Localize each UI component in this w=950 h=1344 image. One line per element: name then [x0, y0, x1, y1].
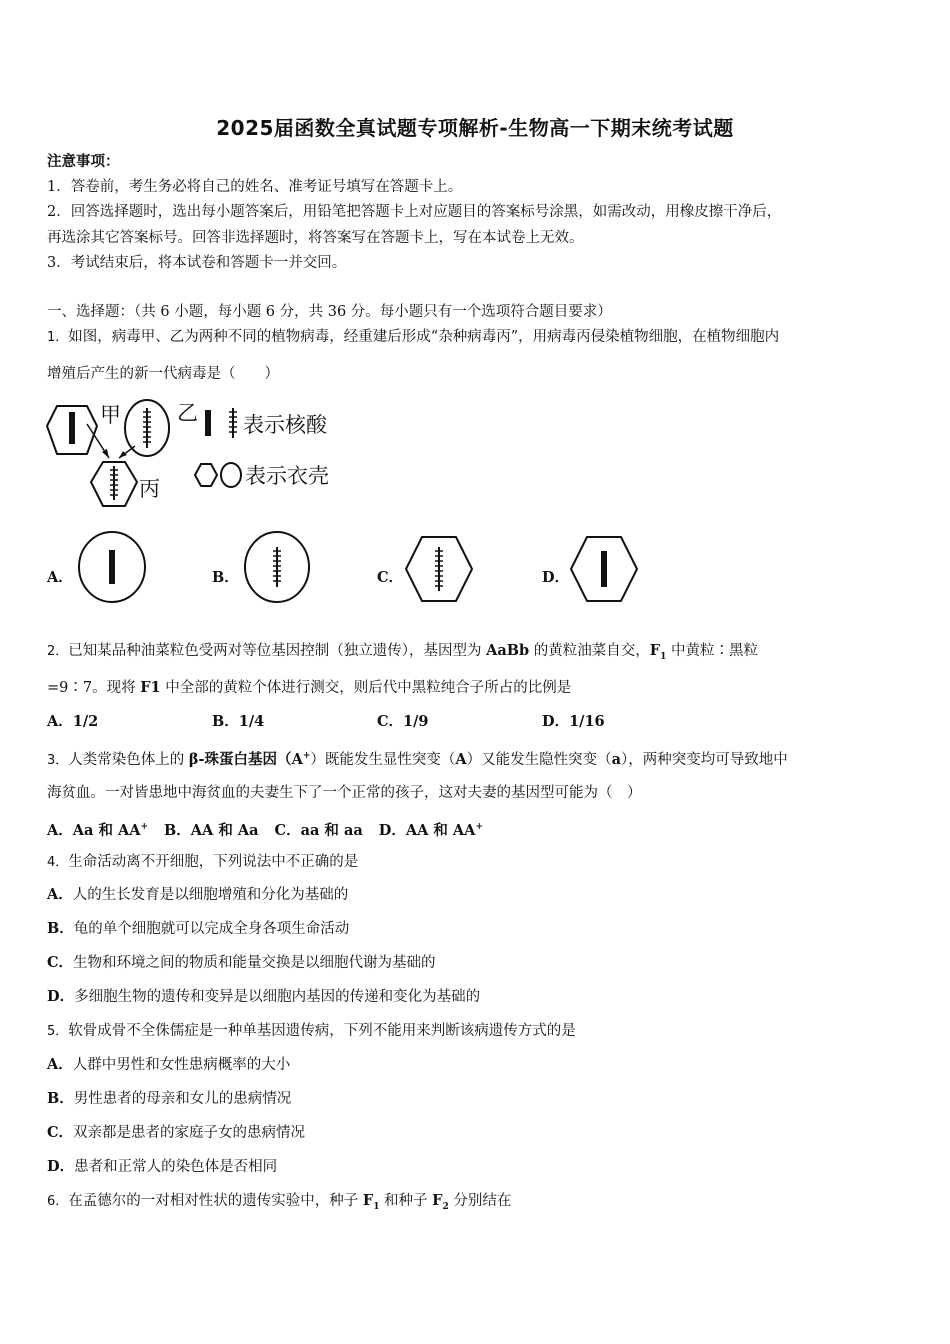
notice-item-2-cont: 再选涂其它答案标号。回答非选择题时，将答案写在答题卡上，写在本试卷上无效。: [47, 230, 584, 246]
q4-option-a-letter: A．: [47, 886, 73, 903]
virus-jia-nucleic-acid: [69, 412, 75, 444]
q3-text-g: ）又能发生隐性突变（: [466, 751, 612, 768]
q5-option-c: [47, 1123, 305, 1143]
q2-option-b: B．1/4: [212, 713, 265, 730]
q1-option-b-label: B．: [212, 569, 239, 586]
q4-option-d-text: 多细胞生物的遗传和变异是以细胞内基因的传递和变化为基础的: [74, 989, 481, 1005]
q3-recessive: a: [611, 750, 622, 768]
q1-line-1: [47, 327, 779, 348]
q2-text-d: 中黄粒∶黑粒: [666, 643, 758, 659]
q5-number: 5．: [47, 1024, 69, 1039]
q5-option-c-letter: C．: [47, 1124, 74, 1141]
q3-option-a: A．Aa 和 AA: [47, 821, 141, 839]
legend-solid-nucleic-acid-icon: [205, 410, 211, 436]
q3-a-plus-sup: +: [302, 751, 311, 761]
label-yi: 乙: [177, 401, 198, 425]
q3-options-row: [47, 817, 483, 841]
q5-option-c-text: 双亲都是患者的家庭子女的患病情况: [73, 1125, 306, 1141]
notice-item-2: 2．回答选择题时，选出每小题答案后，用铅笔把答题卡上对应题目的答案标号涂黑，如需改动，用橡皮擦干净后，: [47, 204, 782, 220]
q2-option-a: A．1/2: [47, 713, 99, 730]
q4-option-b-letter: B．: [47, 920, 74, 937]
virus-yi-nucleic-acid: [143, 408, 151, 448]
q4-option-b: [47, 919, 349, 939]
virus-diagram: [47, 394, 357, 514]
q2-genotype: AaBb: [486, 642, 530, 659]
legend-nucleic-acid-text: 表示核酸: [243, 413, 327, 437]
q2-text-a: 已知某品种油菜粒色受两对等位基因控制（独立遗传），基因型为: [68, 643, 487, 659]
q4-number: 4．: [47, 855, 69, 870]
q5-option-a-text: 人群中男性和女性患病概率的大小: [72, 1057, 291, 1073]
q2-option-c: C．1/9: [377, 713, 429, 730]
q6-number: 6．: [47, 1194, 69, 1209]
q1-option-d-image: [569, 535, 639, 603]
q3-option-b: B．AA 和 Aa: [164, 821, 259, 839]
q1-option-c-image: [404, 535, 474, 603]
q5-option-d-letter: D．: [47, 1158, 75, 1175]
label-jia: 甲: [100, 403, 121, 427]
q2-text-c: 的黄粒油菜自交，: [529, 643, 650, 659]
q5-option-b-text: 男性患者的母亲和女儿的患病情况: [73, 1091, 292, 1107]
q4-option-a-text: 人的生长发育是以细胞增殖和分化为基础的: [72, 887, 349, 903]
q2-line-2: [47, 678, 571, 698]
q2-number: 2．: [47, 644, 69, 659]
q2-line-1: [47, 641, 758, 667]
q1-option-a-image: [76, 530, 148, 604]
q2-f: F: [649, 642, 661, 659]
notice-item-1: 1．答卷前，考生务必将自己的姓名、准考证号填写在答题卡上。: [47, 179, 463, 195]
q5-option-d-text: 患者和正常人的染色体是否相同: [74, 1159, 278, 1175]
q3-option-d-sup: +: [475, 822, 483, 832]
q3-option-d: D．AA 和 AA: [378, 821, 476, 839]
q6-stem-line: [47, 1191, 511, 1217]
q5-option-b: [47, 1089, 291, 1109]
notice-heading: 注意事项：: [47, 153, 120, 170]
q5-stem: 软骨成骨不全侏儒症是一种单基因遗传病，下列不能用来判断该病遗传方式的是: [68, 1023, 576, 1039]
q3-option-c: C．aa 和 aa: [274, 821, 363, 839]
q4-option-c-letter: C．: [47, 954, 74, 971]
q3-text-e: ）既能发生显性突变（: [310, 751, 456, 768]
q6-f1-sub: 1: [373, 1201, 380, 1212]
section-heading: 一、选择题：（共 6 小题，每小题 6 分，共 36 分。每小题只有一个选项符合题目要求）: [47, 304, 612, 320]
q4-option-c-text: 生物和环境之间的物质和能量交换是以细胞代谢为基础的: [73, 955, 436, 971]
q2-ratio: =9∶7。现将: [47, 680, 141, 696]
q3-text-c: -珠蛋白基因（: [198, 750, 292, 768]
q4-option-d-letter: D．: [47, 988, 75, 1005]
legend-capsid-text: 表示衣壳: [245, 464, 329, 488]
label-bing: 丙: [139, 477, 160, 501]
q6-f1: F: [362, 1192, 374, 1209]
q5-option-b-letter: B．: [47, 1090, 74, 1107]
q3-dominant: A: [455, 750, 467, 768]
q4-option-a: [47, 885, 348, 905]
q1-option-b-image: [242, 530, 312, 604]
q6-text-c: 分别结在: [448, 1193, 512, 1209]
q1-option-d-label: D．: [542, 569, 570, 586]
exam-title: 2025届函数全真试题专项解析-生物高一下期末统考试题: [216, 116, 734, 140]
q2-text-end: 中全部的黄粒个体进行测交，则后代中黑粒纯合子所占的比例是: [160, 680, 572, 696]
q1-option-c-label: C．: [377, 569, 404, 586]
q5-option-a: [47, 1055, 290, 1075]
q6-f2: F: [432, 1192, 443, 1209]
q4-option-c: [47, 953, 436, 973]
q3-number: 3．: [47, 752, 69, 768]
q4-option-d: [47, 987, 480, 1007]
q3-line-1: [47, 746, 788, 771]
q3-option-a-sup: +: [140, 822, 149, 832]
q1-option-a-label: A．: [47, 569, 73, 586]
notice-item-3: 3．考试结束后，将本试卷和答题卡一并交回。: [47, 255, 347, 271]
q5-option-d: [47, 1157, 277, 1177]
q1-line-2: 增殖后产生的新一代病毒是（ ）: [47, 366, 279, 382]
q2-f-sub: 1: [660, 651, 667, 662]
q6-text-a: 在孟德尔的一对相对性状的遗传实验中，种子: [68, 1193, 363, 1209]
q3-text-i: ），两种突变均可导致地中: [621, 751, 788, 768]
legend-ladder-nucleic-acid-icon: [229, 408, 237, 438]
virus-bing-nucleic-acid: [110, 466, 118, 500]
q4-option-b-text: 龟的单个细胞就可以完成全身各项生命活动: [73, 921, 350, 937]
q2-f1: F1: [140, 679, 161, 696]
q1-stem: 如图，病毒甲、乙为两种不同的植物病毒，经重建后形成“杂种病毒丙”，用病毒丙侵染植物细胞，在植物细胞内: [68, 329, 780, 345]
legend-ellipse-capsid-icon: [221, 463, 241, 487]
q5-stem-line: [47, 1021, 576, 1042]
legend-hexagon-capsid-icon: [195, 464, 217, 486]
q1-number: 1．: [47, 330, 69, 345]
q6-f2-sub: 2: [442, 1201, 449, 1212]
q3-line-2: 海贫血。一对皆患地中海贫血的夫妻生下了一个正常的孩子，这对夫妻的基因型可能为（ ）: [47, 785, 642, 801]
q6-text-b: 和种子: [379, 1193, 433, 1209]
q4-stem: 生命活动离不开细胞，下列说法中不正确的是: [68, 854, 359, 870]
q3-a-plus: A: [291, 750, 303, 768]
q4-stem-line: [47, 852, 358, 873]
q3-text-a: 人类常染色体上的: [68, 751, 189, 768]
q5-option-a-letter: A．: [47, 1056, 73, 1073]
q3-beta: β: [188, 750, 199, 768]
q2-option-d: D．1/16: [542, 713, 605, 730]
